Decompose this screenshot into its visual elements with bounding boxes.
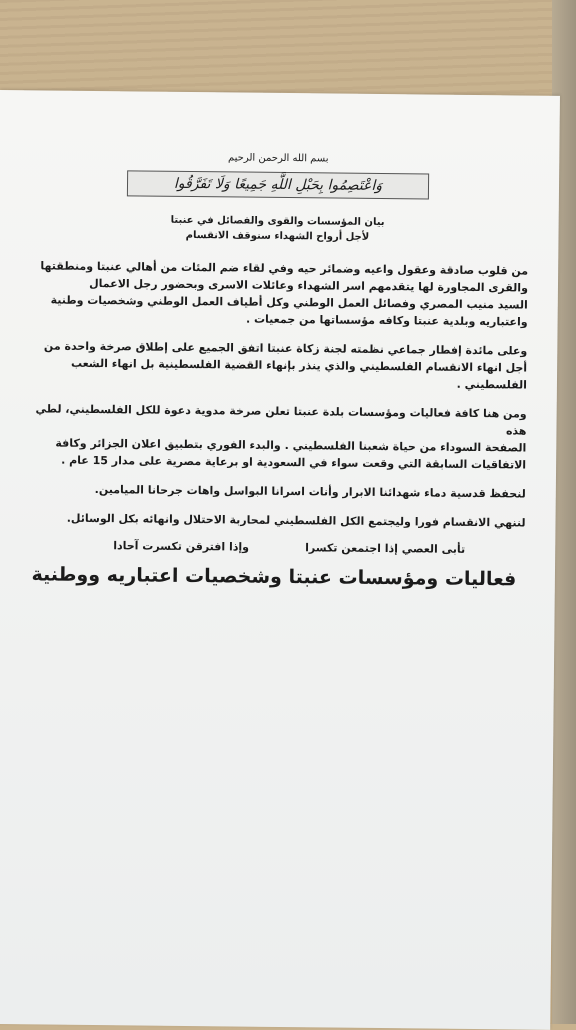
- paragraph-line: وعلى مائدة إفطار جماعي نظمته لجنة زكاة عنبتا اتفق الجميع على إطلاق صرخة واحدة من: [43, 339, 528, 358]
- paragraph-2: [25, 337, 528, 393]
- paragraph-line: أجل انهاء الانقسام الفلسطيني والذي ينذر بإنهاء القضية الفلسطينية بل انهاء الشعب الفلسطيني .: [70, 356, 528, 392]
- paragraph-line: الاتفاقيات السابقة التي وقعت سواء في السعودية او برعاية مصرية على مدار 15 عام .: [61, 453, 527, 472]
- paragraph-line: واعتباريه وبلدية عنبتا وكافه مؤسساتها من جمعيات .: [245, 312, 528, 329]
- wooden-surface: [0, 0, 576, 95]
- basmala: بسم الله الرحمن الرحيم: [227, 152, 329, 165]
- paragraph-5: لننهي الانقسام فورا وليجتمع الكل الفلسطيني لمحاربة الاحتلال وانهائه بكل الوسائل.: [66, 511, 526, 530]
- poem-hemistich-left: وإذا افترقن تكسرت آحادا: [113, 539, 250, 554]
- paragraph-4: لنحفظ قدسية دماء شهدائنا الابرار وأنات اسرانا البواسل واهات جرحانا الميامين.: [94, 483, 526, 501]
- paragraph-line: والقرى المجاورة لها يتقدمهم اسر الشهداء وعائلات الاسرى وبحضور رجل الاعمال: [89, 276, 529, 295]
- paragraph-1: [26, 257, 529, 330]
- poem-verse: [23, 538, 525, 556]
- statement-title: بيان المؤسسات والقوى والفصائل في عنبتا: [170, 214, 385, 229]
- paragraph-3: [24, 400, 527, 473]
- paragraph-line: ومن هنا كافة فعاليات ومؤسسات بلدة عنبتا تعلن صرخة مدوية دعوة للكل الفلسطيني، لطي هذه: [35, 402, 527, 438]
- paragraph-line: السيد منيب المصري وفصائل العمل الوطني وكل أطياف العمل الوطني وشخصيات وطنية: [50, 293, 528, 312]
- signature-line: فعاليات ومؤسسات عنبتا وشخصيات اعتباريه ووطنية: [31, 563, 517, 591]
- paragraph-line: من قلوب صادقة وعقول واعيه وضمائر حيه وفي لقاء ضم المئات من أهالي عنبتا ومنطقتها: [40, 259, 529, 278]
- quran-verse: وَاعْتَصِمُوا بِحَبْلِ اللَّهِ جَمِيعًا وَلَا تَفَرَّقُوا: [127, 170, 429, 199]
- paragraph-line: الصفحة السوداء من حياة شعبنا الفلسطيني . والبدء الفوري بتطبيق اعلان الجزائر وكافة: [55, 436, 527, 455]
- paper-sheet: [0, 90, 560, 1030]
- poem-hemistich-right: تأبى العصي إذا اجتمعن تكسرا: [305, 541, 466, 556]
- document-body: [23, 150, 530, 590]
- statement-subtitle: لأجل أرواح الشهداء سنوقف الانقسام: [185, 229, 370, 243]
